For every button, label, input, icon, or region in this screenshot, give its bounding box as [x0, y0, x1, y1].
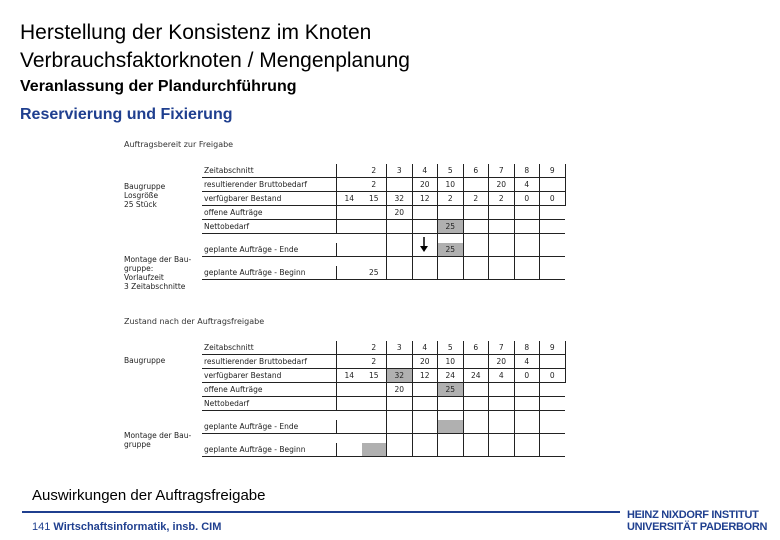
row-label: Nettobedarf: [202, 397, 337, 411]
slide-title-line2: Verbrauchsfaktorknoten / Mengenplanung: [20, 49, 410, 72]
row-label: resultierender Bruttobedarf: [202, 178, 337, 192]
top-diagram-caption: Auftragsbereit zur Freigabe: [124, 140, 234, 149]
row-label: Zeitabschnitt: [202, 164, 337, 178]
table-row: Nettobedarf 25: [202, 220, 565, 234]
table-row: resultierender Bruttobedarf 2 20 10 20 4: [202, 178, 565, 192]
table-row: verfügbarer Bestand 14 15 32 12 2 2 2 0 0: [202, 192, 565, 206]
arrow-down-icon: [419, 237, 429, 252]
top-montage-label: Montage der Bau- gruppe: Vorlaufzeit 3 Zeitabschnitte: [124, 255, 192, 291]
footer-divider: [22, 511, 620, 513]
section-heading: Reservierung und Fixierung: [20, 106, 233, 123]
row-label: Nettobedarf: [202, 220, 337, 234]
slide-subtitle: Veranlassung der Plandurchführung: [20, 78, 297, 95]
bottom-montage-label: Montage der Bau- gruppe: [124, 431, 192, 449]
table-row: [202, 443, 565, 457]
bottom-diagram-caption: Zustand nach der Auftragsfreigabe: [124, 317, 265, 326]
row-label: geplante Aufträge - Ende: [202, 243, 337, 257]
top-planning-table: [202, 164, 566, 280]
row-label: resultierender Bruttobedarf: [202, 355, 337, 369]
row-label: verfügbarer Bestand: [202, 192, 337, 206]
row-label: offene Aufträge: [202, 383, 337, 397]
table-row: Zeitabschnitt 2 3 4 5 6 7 8 9: [202, 164, 565, 178]
bottom-planning-table: [202, 341, 566, 457]
page-number: 141: [32, 521, 51, 533]
table-row: verfügbarer Bestand 14 15 32 12 24 24 4 0 0: [202, 369, 565, 383]
table-row: resultierender Bruttobedarf 2 20 10 20 4: [202, 355, 565, 369]
table-row: [202, 420, 565, 434]
slide-title-line1: Herstellung der Konsistenz im Knoten: [20, 21, 372, 44]
course-name: Wirtschaftsinformatik, insb. CIM: [53, 521, 222, 533]
row-label: geplante Aufträge - Beginn: [202, 443, 337, 457]
table-row: Zeitabschnitt 2 3 4 5 6 7 8 9: [202, 341, 565, 355]
bottom-group-label: Baugruppe: [124, 356, 166, 365]
table-row: offene Aufträge 20 25: [202, 383, 565, 397]
institute-logo-line1: HEINZ NIXDORF INSTITUT: [627, 509, 759, 521]
row-label: offene Aufträge: [202, 206, 337, 220]
table-row: [202, 397, 565, 411]
table-row: geplante Aufträge - Beginn 25: [202, 266, 565, 280]
figure-caption: Auswirkungen der Auftragsfreigabe: [32, 487, 266, 504]
table-row: offene Aufträge 20: [202, 206, 565, 220]
table-row: geplante Aufträge - Ende 25: [202, 243, 565, 257]
row-label: verfügbarer Bestand: [202, 369, 337, 383]
row-label: geplante Aufträge - Ende: [202, 420, 337, 434]
row-label: geplante Aufträge - Beginn: [202, 266, 337, 280]
row-label: Zeitabschnitt: [202, 341, 337, 355]
institute-logo-line2: UNIVERSITÄT PADERBORN: [627, 521, 768, 533]
top-group-label: Baugruppe Losgröße 25 Stück: [124, 182, 166, 209]
footer-text: [32, 521, 221, 533]
